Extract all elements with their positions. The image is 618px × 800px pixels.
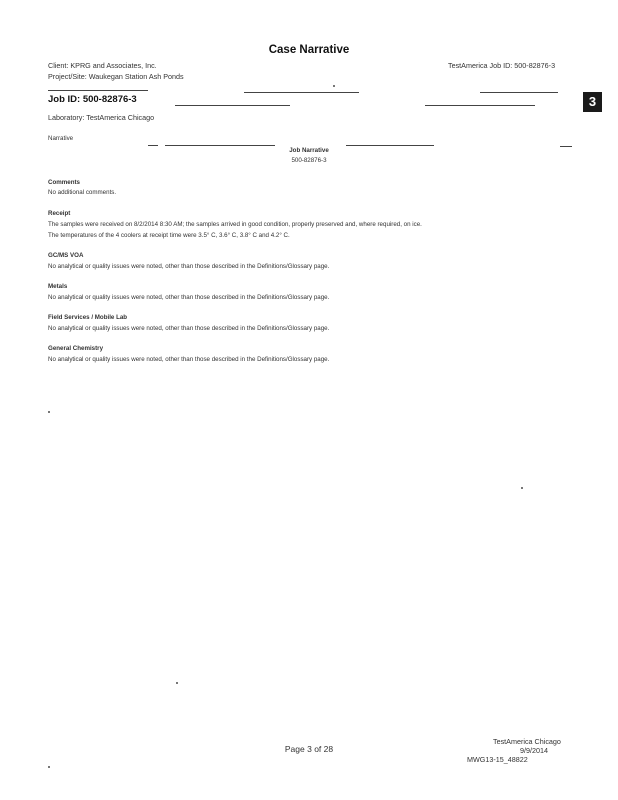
section-text: No analytical or quality issues were noted, other than those described in the Definitions/Glossary page.: [48, 263, 330, 270]
scan-rule: [175, 105, 290, 106]
footer-doc-code: MWG13-15_48822: [467, 755, 528, 764]
section-text: No additional comments.: [48, 189, 117, 196]
section-tab-marker: 3: [583, 92, 602, 112]
section-text: The temperatures of the 4 coolers at receipt time were 3.5° C, 3.6° C, 3.8° C and 4.2° C.: [48, 232, 290, 239]
job-narrative-title: Job Narrative: [289, 147, 329, 154]
job-id-heading: Job ID: 500-82876-3: [48, 94, 137, 105]
scan-rule: [480, 92, 558, 93]
scan-rule: [148, 145, 158, 146]
page-number: Page 3 of 28: [284, 744, 334, 754]
scan-speck: [176, 682, 178, 684]
scan-rule: [346, 145, 434, 146]
page-title: Case Narrative: [268, 44, 350, 56]
scan-speck: [333, 85, 335, 87]
scan-rule: [48, 90, 148, 91]
scan-speck: [48, 766, 50, 768]
narrative-label: Narrative: [48, 135, 74, 142]
job-narrative-number: 500-82876-3: [291, 157, 327, 164]
scan-rule: [425, 105, 535, 106]
section-heading-field-services: Field Services / Mobile Lab: [48, 314, 128, 321]
section-text: No analytical or quality issues were noted, other than those described in the Definitions/Glossary page.: [48, 294, 330, 301]
project-site-line: Project/Site: Waukegan Station Ash Ponds: [48, 72, 184, 81]
scan-speck: [48, 411, 50, 413]
section-heading-receipt: Receipt: [48, 210, 71, 217]
scan-rule: [165, 145, 275, 146]
scan-speck: [521, 487, 523, 489]
section-text: The samples were received on 8/2/2014 8:30 AM; the samples arrived in good condition, properly preserved and, where required, on ice.: [48, 221, 422, 228]
section-text: No analytical or quality issues were noted, other than those described in the Definitions/Glossary page.: [48, 325, 330, 332]
section-heading-gcms-voa: GC/MS VOA: [48, 252, 84, 259]
section-heading-general-chemistry: General Chemistry: [48, 345, 104, 352]
scan-rule: [244, 92, 359, 93]
section-text: No analytical or quality issues were noted, other than those described in the Definitions/Glossary page.: [48, 356, 330, 363]
client-line: Client: KPRG and Associates, Inc.: [48, 61, 157, 70]
footer-lab-name: TestAmerica Chicago: [493, 737, 561, 746]
footer-date: 9/9/2014: [520, 746, 548, 755]
section-heading-comments: Comments: [48, 179, 80, 186]
section-heading-metals: Metals: [48, 283, 68, 290]
laboratory-line: Laboratory: TestAmerica Chicago: [48, 113, 155, 122]
lab-job-id: TestAmerica Job ID: 500-82876-3: [448, 61, 556, 70]
